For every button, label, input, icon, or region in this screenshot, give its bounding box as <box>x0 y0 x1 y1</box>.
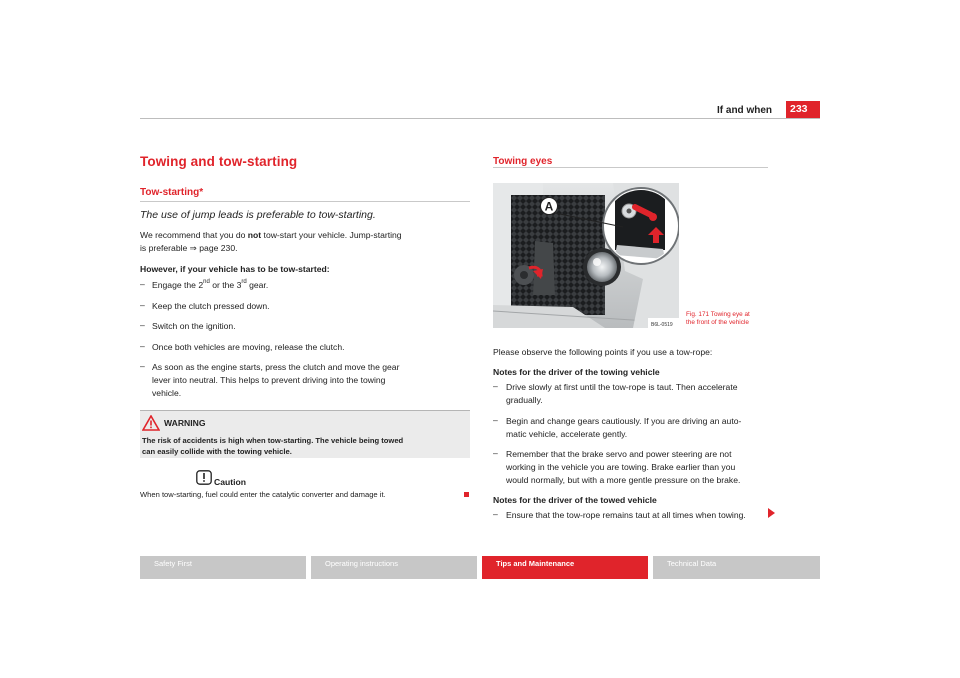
step-5-line-2: lever into neutral. This helps to prevent driving into the towing <box>152 375 386 385</box>
subheading-tow-starting: Tow-starting* <box>140 187 204 198</box>
step-1: Engage the 2nd or the 3rd gear. <box>152 279 269 290</box>
warning-text-line-1: The risk of accidents is high when tow-starting. The vehicle being towed <box>142 436 404 445</box>
steps-heading: However, if your vehicle has to be tow-started: <box>140 264 330 274</box>
list-dash: – <box>140 361 145 371</box>
towing-eye-figure <box>493 183 679 328</box>
figure-caption-line-1: Fig. 171 Towing eye at <box>686 311 750 318</box>
warning-label: WARNING <box>164 418 206 428</box>
caution-icon <box>196 470 212 485</box>
caution-text: When tow-starting, fuel could enter the catalytic converter and damage it. <box>140 490 386 499</box>
list-dash: – <box>140 279 145 289</box>
list-dash: – <box>493 509 498 519</box>
towed-vehicle-heading: Notes for the driver of the towed vehicle <box>493 495 657 505</box>
subheading-rule-right <box>493 167 768 168</box>
footer-tab-safety-first[interactable]: Safety First <box>140 556 306 579</box>
page-heading: Towing and tow-starting <box>140 154 298 169</box>
towing-step-1-line-2: gradually. <box>506 395 543 405</box>
intro-line-1: We recommend that you do not tow-start your vehicle. Jump-starting <box>140 230 402 240</box>
figure-caption-line-2: the front of the vehicle <box>686 319 749 326</box>
towing-step-3-line-1: Remember that the brake servo and power steering are not <box>506 449 732 459</box>
towed-step-1: Ensure that the tow-rope remains taut at all times when towing. <box>506 510 746 520</box>
header-rule <box>140 118 820 119</box>
end-marker-icon <box>464 492 469 497</box>
subheading-towing-eyes: Towing eyes <box>493 156 553 167</box>
step-2: Keep the clutch pressed down. <box>152 301 270 311</box>
step-5-line-3: vehicle. <box>152 388 182 398</box>
towing-step-2-line-1: Begin and change gears cautiously. If you are driving an auto- <box>506 416 742 426</box>
step-4: Once both vehicles are moving, release the clutch. <box>152 342 345 352</box>
towing-step-3-line-2: working in the vehicle you are towing. Brake earlier than you <box>506 462 736 472</box>
towing-vehicle-heading: Notes for the driver of the towing vehicle <box>493 367 660 377</box>
step-5-line-1: As soon as the engine starts, press the clutch and move the gear <box>152 362 400 372</box>
towing-step-1-line-1: Drive slowly at first until the tow-rope is taut. Then accelerate <box>506 382 738 392</box>
list-dash: – <box>493 381 498 391</box>
figure-caption <box>686 311 750 327</box>
tow-starting-subtitle: The use of jump leads is preferable to tow-starting. <box>140 209 376 221</box>
list-dash: – <box>140 320 145 330</box>
footer-tab-tips-and-maintenance[interactable]: Tips and Maintenance <box>482 556 648 579</box>
warning-text-line-2: can easily collide with the towing vehicle. <box>142 447 292 456</box>
towing-step-3-line-3: would normally, but with a more gentle pressure on the brake. <box>506 475 741 485</box>
step-3: Switch on the ignition. <box>152 321 236 331</box>
section-title: If and when <box>717 105 772 116</box>
list-dash: – <box>140 300 145 310</box>
list-dash: – <box>140 341 145 351</box>
figure-label-a: A <box>544 199 554 214</box>
continue-arrow-icon <box>768 508 775 518</box>
car-front-illustration <box>493 183 679 328</box>
caution-label: Caution <box>214 477 246 487</box>
intro-line-2: is preferable ⇒ page 230. <box>140 243 238 253</box>
towing-step-2-line-2: matic vehicle, accelerate gently. <box>506 429 628 439</box>
towing-intro: Please observe the following points if you use a tow-rope: <box>493 347 713 357</box>
list-dash: – <box>493 448 498 458</box>
list-dash: – <box>493 415 498 425</box>
footer-tab-technical-data[interactable]: Technical Data <box>653 556 820 579</box>
footer-tab-operating-instructions[interactable]: Operating instructions <box>311 556 477 579</box>
warning-triangle-icon <box>142 415 160 431</box>
figure-code: B6L-0519 <box>651 322 673 328</box>
page-number: 233 <box>786 101 820 118</box>
subheading-rule-left <box>140 201 470 202</box>
